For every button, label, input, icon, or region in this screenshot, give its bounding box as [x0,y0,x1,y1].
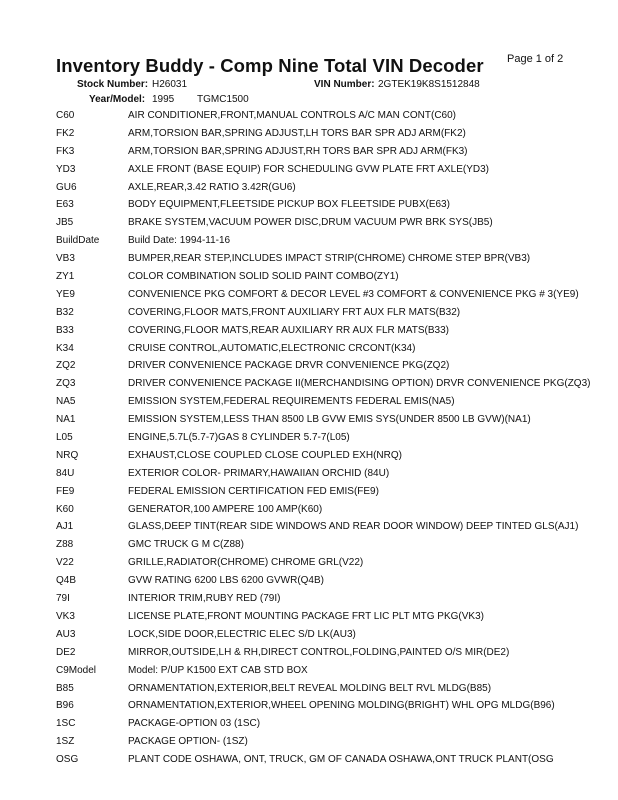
option-code: Z88 [56,539,74,551]
option-row [56,414,616,426]
option-description: AIR CONDITIONER,FRONT,MANUAL CONTROLS A/C MAN CONT(C60) [128,110,456,121]
option-code: VB3 [56,253,75,265]
option-row [56,521,616,533]
option-row [56,325,616,337]
option-code: NRQ [56,449,79,461]
option-description: BUMPER,REAR STEP,INCLUDES IMPACT STRIP(CHROME) CHROME STEP BPR(VB3) [128,253,531,265]
option-code: FE9 [56,485,75,497]
option-code: AU3 [56,628,76,640]
option-description: EXTERIOR COLOR- PRIMARY,HAWAIIAN ORCHID (84U) [128,467,390,479]
option-description: ORNAMENTATION,EXTERIOR,WHEEL OPENING MOLDING(BRIGHT) WHL OPG MLDG(B96) [128,700,555,712]
option-row [56,629,616,641]
option-description: GENERATOR,100 AMPERE 100 AMP(K60) [128,503,323,515]
option-code: GU6 [56,181,77,193]
option-row [56,146,616,158]
option-description: GVW RATING 6200 LBS 6200 GVWR(Q4B) [128,575,324,587]
option-description: CRUISE CONTROL,AUTOMATIC,ELECTRONIC CRCONT(K34) [128,342,416,354]
option-row [56,396,616,408]
option-description: GRILLE,RADIATOR(CHROME) CHROME GRL(V22) [128,557,364,569]
option-code: B33 [56,324,74,336]
option-code: ZY1 [56,271,75,283]
option-code: B96 [56,700,74,712]
option-code: NA1 [56,414,76,426]
option-row [56,199,616,211]
option-code: 79I [56,593,70,605]
option-code: JB5 [56,217,74,229]
option-code: FK3 [56,145,75,157]
option-code-list [56,110,616,772]
option-code: C60 [56,110,75,121]
option-row [56,378,616,390]
option-row [56,432,616,444]
option-code: C9Model [56,664,97,676]
option-row [56,647,616,659]
option-description: COLOR COMBINATION SOLID SOLID PAINT COMBO(ZY1) [128,271,399,283]
option-description: PACKAGE OPTION- (1SZ) [128,736,248,748]
option-row [56,253,616,265]
option-row [56,754,616,766]
option-row [56,289,616,301]
option-code: AJ1 [56,521,74,533]
option-code: NA5 [56,396,76,408]
option-description: GLASS,DEEP TINT(REAR SIDE WINDOWS AND REAR DOOR WINDOW) DEEP TINTED GLS(AJ1) [128,521,579,533]
option-code: DE2 [56,646,76,658]
vin-number-label: VIN Number: [314,79,375,90]
option-code: BuildDate [56,235,100,247]
option-description: AXLE,REAR,3.42 RATIO 3.42R(GU6) [128,181,296,193]
option-description: EMISSION SYSTEM,FEDERAL REQUIREMENTS FEDERAL EMIS(NA5) [128,396,455,408]
stock-number-value: H26031 [152,79,188,90]
option-description: EMISSION SYSTEM,LESS THAN 8500 LB GVW EMIS SYS(UNDER 8500 LB GVW)(NA1) [128,414,531,426]
option-description: LICENSE PLATE,FRONT MOUNTING PACKAGE FRT LIC PLT MTG PKG(VK3) [128,610,484,622]
option-description: PACKAGE-OPTION 03 (1SC) [128,718,261,730]
option-description: GMC TRUCK G M C(Z88) [128,539,244,551]
page-title: Inventory Buddy - Comp Nine Total VIN Decoder [56,55,484,76]
option-row [56,182,616,194]
option-row [56,450,616,462]
option-code: 84U [56,467,75,479]
option-row [56,593,616,605]
option-description: Build Date: 1994-11-16 [128,235,231,247]
option-code: K60 [56,503,74,515]
option-description: COVERING,FLOOR MATS,FRONT AUXILIARY FRT AUX FLR MATS(B32) [128,306,461,318]
option-code: K34 [56,342,74,354]
stock-number-label: Stock Number: [77,79,149,90]
option-description: BRAKE SYSTEM,VACUUM POWER DISC,DRUM VACUUM PWR BRK SYS(JB5) [128,217,493,229]
option-code: YD3 [56,163,76,175]
option-description: ARM,TORSION BAR,SPRING ADJUST,LH TORS BAR SPR ADJ ARM(FK2) [128,127,466,139]
option-code: OSG [56,754,79,766]
option-code: Q4B [56,575,77,587]
option-row [56,235,616,247]
option-description: LOCK,SIDE DOOR,ELECTRIC ELEC S/D LK(AU3) [128,628,356,640]
option-description: BODY EQUIPMENT,FLEETSIDE PICKUP BOX FLEETSIDE PUBX(E63) [128,199,450,211]
option-description: INTERIOR TRIM,RUBY RED (79I) [128,593,281,605]
option-code: L05 [56,432,73,444]
option-row [56,700,616,712]
option-description: FEDERAL EMISSION CERTIFICATION FED EMIS(FE9) [128,485,379,497]
option-row [56,718,616,730]
option-row [56,557,616,569]
option-description: CONVENIENCE PKG COMFORT & DECOR LEVEL #3 COMFORT & CONVENIENCE PKG # 3(YE9) [128,288,579,300]
model-value: TGMC1500 [197,94,249,105]
option-code: E63 [56,199,74,211]
option-code: VK3 [56,610,75,622]
option-code: YE9 [56,288,75,300]
option-code: 1SC [56,718,76,730]
option-row [56,307,616,319]
option-code: V22 [56,557,74,569]
year-model-label: Year/Model: [89,94,146,105]
option-description: COVERING,FLOOR MATS,REAR AUXILIARY RR AUX FLR MATS(B33) [128,324,449,336]
option-row [56,128,616,140]
option-row [56,164,616,176]
option-code: FK2 [56,127,75,139]
option-description: DRIVER CONVENIENCE PACKAGE DRVR CONVENIENCE PKG(ZQ2) [128,360,450,372]
option-description: DRIVER CONVENIENCE PACKAGE II(MERCHANDISING OPTION) DRVR CONVENIENCE PKG(ZQ3) [128,378,591,390]
option-row [56,271,616,283]
vin-number-value: 2GTEK19K8S1512848 [378,79,480,90]
option-description: Model: P/UP K1500 EXT CAB STD BOX [128,664,308,676]
option-description: EXHAUST,CLOSE COUPLED CLOSE COUPLED EXH(NRQ) [128,449,402,461]
option-description: ARM,TORSION BAR,SPRING ADJUST,RH TORS BAR SPR ADJ ARM(FK3) [128,145,468,157]
option-code: ZQ3 [56,378,76,390]
year-value: 1995 [152,94,175,105]
option-code: ZQ2 [56,360,76,372]
option-description: PLANT CODE OSHAWA, ONT, TRUCK, GM OF CANADA OSHAWA,ONT TRUCK PLANT(OSG [128,754,554,766]
option-row [56,575,616,587]
option-row [56,360,616,372]
option-description: ENGINE,5.7L(5.7-7)GAS 8 CYLINDER 5.7-7(L05) [128,432,350,444]
option-row [56,611,616,623]
option-code: B85 [56,682,74,694]
option-row [56,343,616,355]
option-row [56,504,616,516]
option-code: 1SZ [56,736,75,748]
option-code: B32 [56,306,74,318]
option-row [56,486,616,498]
option-row [56,665,616,677]
option-description: MIRROR,OUTSIDE,LH & RH,DIRECT CONTROL,FOLDING,PAINTED O/S MIR(DE2) [128,646,510,658]
option-row [56,468,616,480]
option-row [56,539,616,551]
option-row [56,683,616,695]
option-description: AXLE FRONT (BASE EQUIP) FOR SCHEDULING GVW PLATE FRT AXLE(YD3) [128,163,490,175]
option-row [56,217,616,229]
option-description: ORNAMENTATION,EXTERIOR,BELT REVEAL MOLDING BELT RVL MLDG(B85) [128,682,492,694]
option-row [56,110,616,122]
option-row [56,736,616,748]
page-number: Page 1 of 2 [507,53,564,65]
